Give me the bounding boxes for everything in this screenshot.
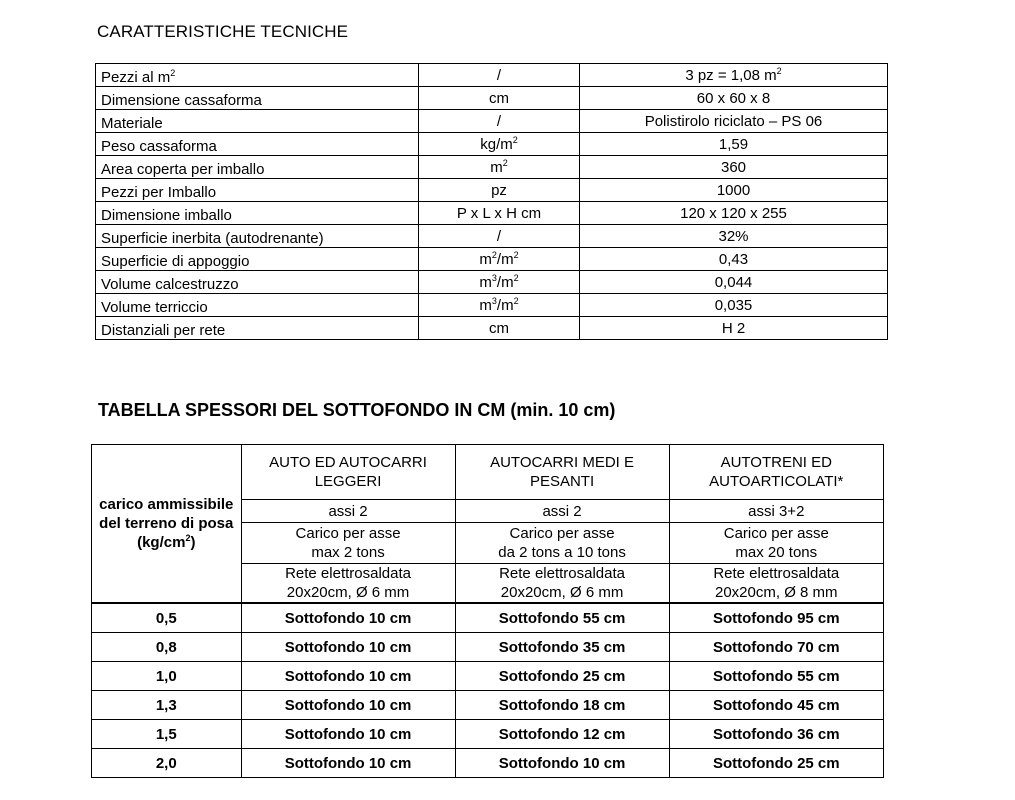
spec-value-text: 0,43 bbox=[718, 250, 749, 268]
spec-label-text: Area coperta per imballo bbox=[101, 161, 265, 178]
soil-load-cell: 1,0 bbox=[92, 662, 242, 691]
spec-label-text: Pezzi per Imballo bbox=[101, 184, 217, 201]
mesh-cell bbox=[669, 564, 883, 604]
spec-label bbox=[96, 317, 419, 340]
spec-label-text: Superficie di appoggio bbox=[101, 253, 250, 270]
thickness-row bbox=[92, 720, 884, 749]
spec-unit bbox=[419, 179, 580, 202]
spec-unit-tail: /m bbox=[496, 296, 514, 314]
spec-row bbox=[96, 110, 888, 133]
spec-label bbox=[96, 64, 419, 87]
spec-unit-tail-sup: 2 bbox=[513, 295, 519, 306]
spec-row bbox=[96, 133, 888, 156]
spec-row bbox=[96, 156, 888, 179]
soil-load-cell: 1,3 bbox=[92, 691, 242, 720]
mesh-line: 20x20cm, Ø 6 mm bbox=[500, 584, 624, 601]
axle-load-cell bbox=[455, 523, 669, 564]
spec-value bbox=[580, 225, 888, 248]
spec-label-text: Pezzi al m bbox=[101, 69, 171, 86]
subbase-thickness-cell: Sottofondo 70 cm bbox=[669, 633, 883, 662]
spec-value bbox=[580, 64, 888, 87]
spec-value bbox=[580, 248, 888, 271]
spec-value-text: H 2 bbox=[721, 319, 746, 337]
thickness-row bbox=[92, 749, 884, 778]
tech-title: CARATTERISTICHE TECNICHE bbox=[97, 22, 349, 41]
thickness-row bbox=[92, 662, 884, 691]
soil-load-cell: 2,0 bbox=[92, 749, 242, 778]
spec-value-text: 0,035 bbox=[714, 296, 753, 314]
column-header: AUTOCARRI MEDI E PESANTI bbox=[455, 445, 669, 500]
spec-unit-text: cm bbox=[489, 319, 509, 337]
subbase-thickness-cell: Sottofondo 25 cm bbox=[669, 749, 883, 778]
spec-value-text: 1,59 bbox=[718, 135, 749, 153]
spec-row bbox=[96, 294, 888, 317]
spec-value bbox=[580, 110, 888, 133]
column-header: AUTOTRENI ED AUTOARTICOLATI* bbox=[669, 445, 883, 500]
spec-row bbox=[96, 179, 888, 202]
axles-cell: assi 3+2 bbox=[669, 500, 883, 523]
spec-label bbox=[96, 225, 419, 248]
mesh-line: 20x20cm, Ø 6 mm bbox=[286, 584, 410, 601]
spec-unit-text: m bbox=[479, 296, 492, 314]
spec-value-text: 1000 bbox=[716, 181, 751, 199]
spec-row bbox=[96, 248, 888, 271]
subbase-thickness-cell: Sottofondo 10 cm bbox=[241, 603, 455, 633]
spec-unit-text: / bbox=[496, 112, 502, 130]
axle-load-line: da 2 tons a 10 tons bbox=[498, 544, 626, 561]
spec-label-text: Materiale bbox=[101, 115, 163, 132]
subbase-thickness-cell: Sottofondo 10 cm bbox=[241, 691, 455, 720]
subbase-thickness-cell: Sottofondo 10 cm bbox=[241, 662, 455, 691]
axle-load-line: max 2 tons bbox=[311, 544, 385, 561]
spec-unit bbox=[419, 202, 580, 225]
spec-value-text: 120 x 120 x 255 bbox=[680, 204, 787, 222]
spec-unit-tail-sup: 2 bbox=[513, 272, 519, 283]
spec-value bbox=[580, 156, 888, 179]
mesh-line: Rete elettrosaldata bbox=[499, 565, 626, 582]
header-row bbox=[92, 445, 884, 500]
corner-header-tail: ) bbox=[190, 534, 196, 551]
axles-cell: assi 2 bbox=[455, 500, 669, 523]
thickness-row bbox=[92, 603, 884, 633]
soil-load-cell: 1,5 bbox=[92, 720, 242, 749]
spec-unit-sup: 2 bbox=[491, 249, 497, 260]
spec-value bbox=[580, 317, 888, 340]
spec-label bbox=[96, 248, 419, 271]
mesh-cell bbox=[241, 564, 455, 604]
spec-unit bbox=[419, 110, 580, 133]
column-header: AUTO ED AUTOCARRI LEGGERI bbox=[241, 445, 455, 500]
spec-unit-tail-sup: 2 bbox=[513, 249, 519, 260]
spec-label-text: Volume calcestruzzo bbox=[101, 276, 239, 293]
spec-unit bbox=[419, 133, 580, 156]
spec-value-sup: 2 bbox=[776, 65, 782, 76]
spec-unit-text: P x L x H cm bbox=[456, 204, 542, 222]
spec-label bbox=[96, 179, 419, 202]
spec-row bbox=[96, 87, 888, 110]
spec-unit-text: cm bbox=[489, 89, 509, 107]
spec-unit bbox=[419, 64, 580, 87]
soil-load-cell: 0,8 bbox=[92, 633, 242, 662]
spec-unit bbox=[419, 225, 580, 248]
spec-unit-sup: 2 bbox=[502, 157, 508, 168]
subbase-thickness-cell: Sottofondo 95 cm bbox=[669, 603, 883, 633]
spec-unit bbox=[419, 294, 580, 317]
spec-value bbox=[580, 179, 888, 202]
spec-label bbox=[96, 156, 419, 179]
spec-value-text: 60 x 60 x 8 bbox=[696, 89, 771, 107]
subbase-thickness-cell: Sottofondo 35 cm bbox=[455, 633, 669, 662]
spec-value-text: 360 bbox=[720, 158, 747, 176]
axles-cell: assi 2 bbox=[241, 500, 455, 523]
axle-load-line: Carico per asse bbox=[295, 525, 401, 542]
subbase-thickness-cell: Sottofondo 18 cm bbox=[455, 691, 669, 720]
spec-unit bbox=[419, 248, 580, 271]
subbase-thickness-cell: Sottofondo 25 cm bbox=[455, 662, 669, 691]
corner-header-text: carico ammissibile del terreno di posa (kg/cm bbox=[99, 496, 234, 551]
spec-value bbox=[580, 271, 888, 294]
spec-value-text: 32% bbox=[718, 227, 749, 245]
subbase-thickness-cell: Sottofondo 55 cm bbox=[669, 662, 883, 691]
spec-label bbox=[96, 271, 419, 294]
spec-value bbox=[580, 133, 888, 156]
soil-load-cell: 0,5 bbox=[92, 603, 242, 633]
spec-unit-sup: 2 bbox=[512, 134, 518, 145]
spec-unit-sup: 3 bbox=[491, 295, 497, 306]
spec-unit-tail: /m bbox=[496, 273, 514, 291]
spec-label bbox=[96, 202, 419, 225]
corner-header bbox=[92, 445, 242, 604]
mesh-line: Rete elettrosaldata bbox=[285, 565, 411, 582]
spec-label-text: Volume terriccio bbox=[101, 299, 208, 316]
axle-load-line: Carico per asse bbox=[509, 525, 615, 542]
spec-value-text: 0,044 bbox=[714, 273, 753, 291]
spec-unit-text: m bbox=[490, 158, 503, 176]
spec-unit-text: kg/m bbox=[480, 135, 513, 153]
spec-label bbox=[96, 110, 419, 133]
spec-label-text: Distanziali per rete bbox=[101, 322, 226, 339]
subbase-thickness-cell: Sottofondo 10 cm bbox=[241, 720, 455, 749]
axle-load-line: max 20 tons bbox=[735, 544, 818, 561]
spec-value bbox=[580, 87, 888, 110]
axle-load-line: Carico per asse bbox=[723, 525, 829, 542]
spec-label-text: Dimensione cassaforma bbox=[101, 92, 262, 109]
mesh-line: Rete elettrosaldata bbox=[713, 565, 840, 582]
mesh-cell bbox=[455, 564, 669, 604]
spec-unit-text: / bbox=[496, 66, 502, 84]
corner-header-sup: 2 bbox=[185, 533, 191, 543]
spec-row bbox=[96, 202, 888, 225]
spec-row bbox=[96, 271, 888, 294]
spec-value-text: 3 pz = 1,08 m bbox=[685, 66, 777, 84]
subbase-thickness-cell: Sottofondo 10 cm bbox=[241, 633, 455, 662]
spec-label-text: Superficie inerbita (autodrenante) bbox=[101, 230, 324, 247]
spec-unit-tail: /m bbox=[496, 250, 514, 268]
spec-unit bbox=[419, 156, 580, 179]
spec-unit-text: pz bbox=[491, 181, 507, 199]
subbase-thickness-cell: Sottofondo 10 cm bbox=[241, 749, 455, 778]
spec-row bbox=[96, 64, 888, 87]
subbase-thickness-cell: Sottofondo 45 cm bbox=[669, 691, 883, 720]
spec-label bbox=[96, 133, 419, 156]
subbase-thickness-cell: Sottofondo 10 cm bbox=[455, 749, 669, 778]
axle-load-cell bbox=[241, 523, 455, 564]
spec-label-text: Peso cassaforma bbox=[101, 138, 217, 155]
spec-value-text: Polistirolo riciclato – PS 06 bbox=[644, 112, 823, 130]
spec-label bbox=[96, 294, 419, 317]
thickness-row bbox=[92, 691, 884, 720]
spec-label bbox=[96, 87, 419, 110]
subbase-thickness-cell: Sottofondo 36 cm bbox=[669, 720, 883, 749]
spec-value bbox=[580, 202, 888, 225]
spec-unit bbox=[419, 271, 580, 294]
subbase-thickness-cell: Sottofondo 55 cm bbox=[455, 603, 669, 633]
spec-unit-text: m bbox=[479, 273, 492, 291]
subbase-thickness-table bbox=[91, 444, 884, 778]
spec-unit bbox=[419, 317, 580, 340]
spec-row bbox=[96, 225, 888, 248]
thickness-row bbox=[92, 633, 884, 662]
spec-unit-sup: 3 bbox=[491, 272, 497, 283]
mesh-line: 20x20cm, Ø 8 mm bbox=[715, 584, 838, 601]
spec-unit-text: / bbox=[496, 227, 502, 245]
spec-unit bbox=[419, 87, 580, 110]
axle-load-cell bbox=[669, 523, 883, 564]
spec-row bbox=[96, 317, 888, 340]
spec-label-text: Dimensione imballo bbox=[101, 207, 232, 224]
spec-unit-text: m bbox=[479, 250, 492, 268]
spec-label-sup: 2 bbox=[170, 68, 176, 78]
subbase-thickness-cell: Sottofondo 12 cm bbox=[455, 720, 669, 749]
tech-specs-table bbox=[95, 63, 888, 340]
thickness-title: TABELLA SPESSORI DEL SOTTOFONDO IN CM (min. 10 cm) bbox=[98, 400, 616, 420]
spec-value bbox=[580, 294, 888, 317]
